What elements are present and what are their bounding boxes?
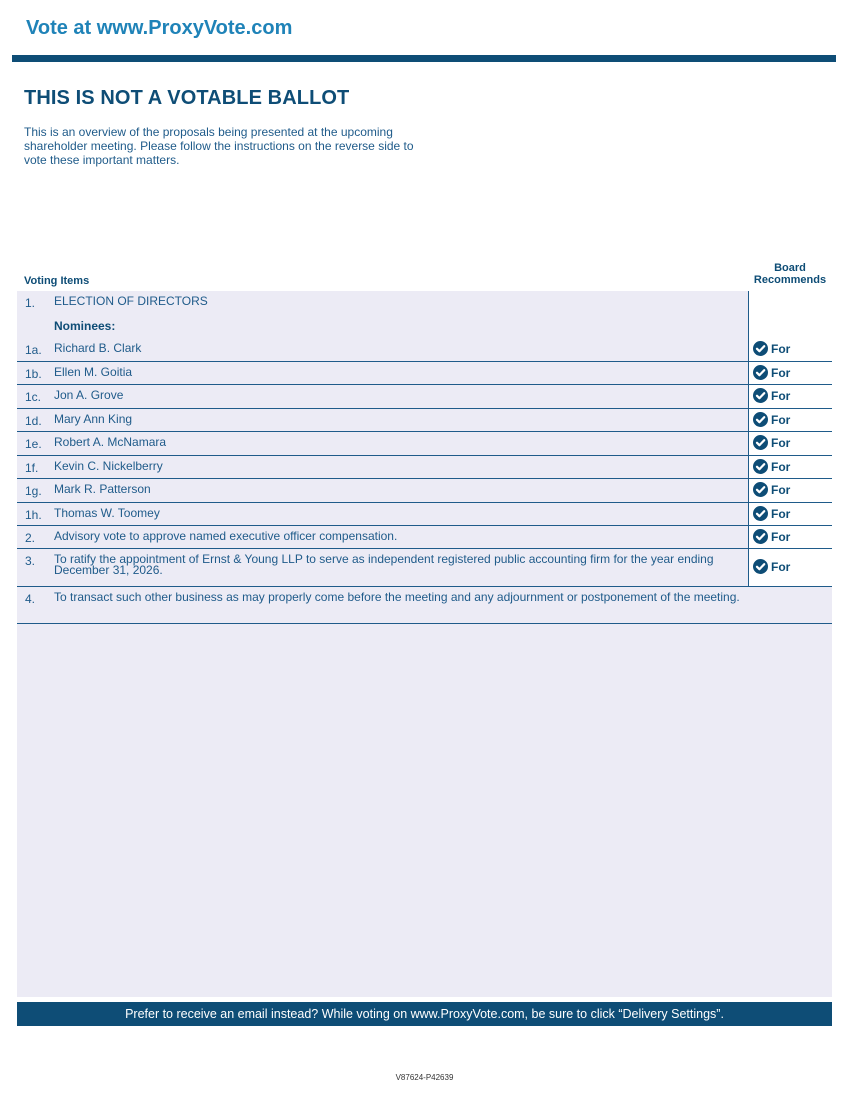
item-number: 1d. [25,414,42,428]
recommendation-label: For [771,412,791,427]
check-circle-icon [753,459,768,474]
recommendation [753,341,790,356]
recommendation-label: For [771,459,791,474]
board-recommendation-cell [748,503,832,525]
item-text: Ellen M. Goitia [54,365,133,379]
voting-item-row [17,338,832,362]
voting-item-row [17,385,832,409]
page-title: THIS IS NOT A VOTABLE BALLOT [24,87,350,109]
recommendation-label: For [771,482,791,497]
recommendation-label: For [771,365,791,380]
item-number: 1c. [25,390,42,404]
item-text: ELECTION OF DIRECTORS [54,294,208,308]
board-recommendation-cell [748,526,832,548]
item-number: 3. [25,554,36,568]
document-code: V87624-P42639 [395,1073,454,1082]
rec-cell-empty [748,291,832,314]
nominees-label: Nominees: [54,319,116,333]
recommendation-label: For [771,435,791,450]
recommendation [753,435,790,450]
voting-item-row [17,479,832,503]
item-number: 1h. [25,508,42,522]
voting-item-row [17,456,832,479]
recommendation [753,529,790,544]
voting-item-row [17,526,832,549]
voting-item-row [17,409,832,432]
voting-items-header: Voting Items [24,275,90,287]
item-number: 1f. [25,461,39,475]
voting-item-row [17,503,832,526]
board-recommendation-cell [748,456,832,478]
recommendation-label: For [771,388,791,403]
board-recommendation-cell [748,549,832,586]
item-number: 1e. [25,437,42,451]
recommendation-label: For [771,506,791,521]
item-text: Thomas W. Toomey [54,506,160,520]
item-number: 1b. [25,367,42,381]
check-circle-icon [753,559,768,574]
recommendation [753,365,790,380]
recommendation [753,459,790,474]
proxyvote-link[interactable]: Vote at www.ProxyVote.com [26,17,293,39]
check-circle-icon [753,506,768,521]
item-text: Kevin C. Nickelberry [54,459,163,473]
check-circle-icon [753,341,768,356]
check-circle-icon [753,365,768,380]
election-row [17,291,832,314]
intro-text: This is an overview of the proposals being presented at the upcoming shareholder meeting. Please follow the instructions on the reverse side to vote these important matters. [24,125,414,167]
board-recommendation-cell [748,432,832,455]
recommendation [753,412,790,427]
item-text: Mark R. Patterson [54,482,151,496]
recommendation [753,388,790,403]
recommendation-label: For [771,341,791,356]
board-recommendation-cell [748,338,832,361]
item-text: Richard B. Clark [54,341,142,355]
item-text: Mary Ann King [54,412,133,426]
board-recommendation-cell [748,409,832,431]
item-number: 2. [25,531,36,545]
item-number: 1g. [25,484,42,498]
item-text: To transact such other business as may properly come before the meeting and any adjournment or postponement of the meeting. [54,590,740,604]
recommendation-label: For [771,529,791,544]
voting-item-row [17,587,832,624]
board-header-line1: Board [774,262,806,274]
board-recommendation-cell [748,479,832,502]
delivery-settings-banner: Prefer to receive an email instead? While voting on www.ProxyVote.com, be sure to click “Delivery Settings”. [17,1002,832,1026]
board-header-line2: Recommends [753,274,827,286]
item-text: Jon A. Grove [54,388,124,402]
check-circle-icon [753,529,768,544]
top-divider [12,55,836,62]
check-circle-icon [753,435,768,450]
item-text: Robert A. McNamara [54,435,167,449]
recommendation [753,482,790,497]
board-recommendation-cell [748,385,832,408]
item-number: 1. [25,296,36,310]
item-text: Advisory vote to approve named executive officer compensation. [54,529,398,543]
board-recommends-header [748,262,832,286]
voting-item-row [17,362,832,385]
voting-item-row [17,432,832,456]
item-number: 1a. [25,343,42,357]
recommendation [753,559,790,574]
recommendation [753,506,790,521]
board-recommendation-cell [748,362,832,384]
voting-item-row [17,549,832,587]
item-number: 4. [25,592,36,606]
nominees-row [17,314,832,338]
recommendation-label: For [771,559,791,574]
check-circle-icon [753,412,768,427]
check-circle-icon [753,388,768,403]
rec-cell-empty [748,314,832,338]
item-text: To ratify the appointment of Ernst & Young LLP to serve as independent registered public accounting firm for the year ending December 31, 2026. [54,552,714,577]
check-circle-icon [753,482,768,497]
